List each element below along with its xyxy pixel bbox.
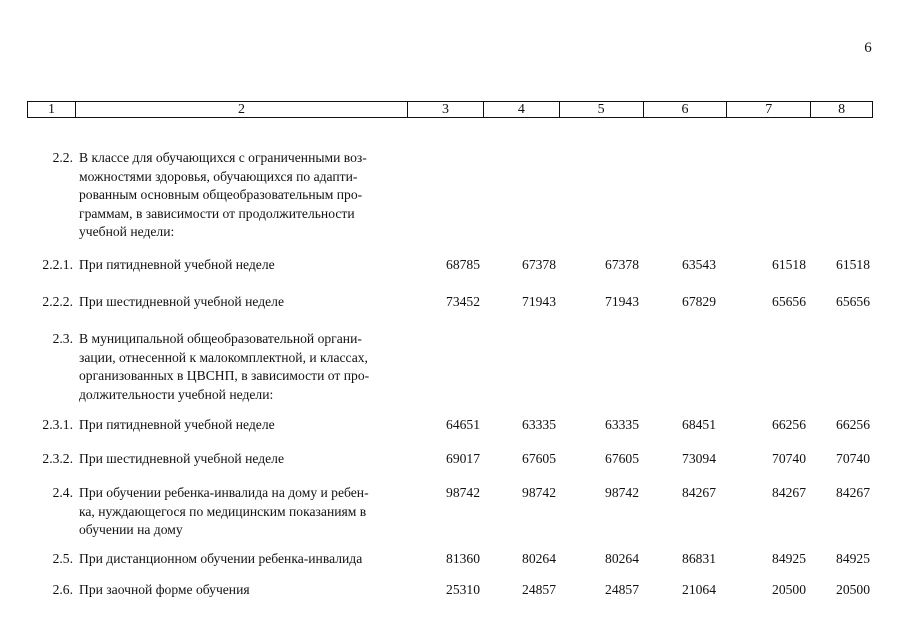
row-description: При заочной форме обучения	[79, 582, 250, 597]
value-col-8: 84925	[836, 551, 870, 566]
value-col-7: 70740	[772, 451, 806, 466]
value-col-8: 61518	[836, 257, 870, 272]
value-col-4: 98742	[522, 485, 556, 500]
row-number: 2.3.	[52, 331, 73, 346]
value-col-5: 24857	[605, 582, 639, 597]
row-description-line: можностями здоровья, обучающихся по адапти-	[79, 168, 358, 184]
page-number: 6	[864, 40, 872, 56]
row-description-line: граммам, в зависимости от продолжительности	[79, 205, 355, 221]
value-col-7: 20500	[772, 582, 806, 597]
value-col-8: 66256	[836, 417, 870, 432]
row-description-line: В классе для обучающихся с ограниченными воз-	[79, 150, 367, 165]
value-col-3: 98742	[446, 485, 480, 500]
value-col-6: 84267	[682, 485, 716, 500]
row-description-line: В муниципальной общеобразовательной органи-	[79, 331, 362, 346]
value-col-8: 70740	[836, 451, 870, 466]
row-description	[79, 330, 405, 404]
row-description-line: ка, нуждающегося по медицинским показаниям в	[79, 503, 367, 519]
row-description-line: зации, отнесенной к малокомплектной, и классах,	[79, 349, 368, 365]
value-col-6: 86831	[682, 551, 716, 566]
row-description-line: При обучении ребенка-инвалида на дому и ребен-	[79, 485, 369, 500]
value-col-6: 68451	[682, 417, 716, 432]
value-col-4: 67605	[522, 451, 556, 466]
row-number: 2.6.	[52, 582, 73, 597]
value-col-5: 80264	[605, 551, 639, 566]
row-description	[79, 484, 405, 540]
row-description: При дистанционном обучении ребенка-инвалида	[79, 551, 363, 566]
row-number: 2.3.2.	[42, 451, 73, 466]
column-header-5: 5	[560, 102, 644, 117]
value-col-7: 65656	[772, 294, 806, 309]
row-description	[79, 149, 405, 242]
column-header-row	[27, 101, 873, 118]
value-col-5: 67605	[605, 451, 639, 466]
value-col-7: 84925	[772, 551, 806, 566]
row-description: При шестидневной учебной неделе	[79, 451, 284, 466]
row-number: 2.4.	[52, 485, 73, 500]
value-col-3: 81360	[446, 551, 480, 566]
column-header-2: 2	[76, 102, 408, 117]
value-col-6: 73094	[682, 451, 716, 466]
row-description: При пятидневной учебной неделе	[79, 257, 275, 272]
row-description-line: должительности учебной недели:	[79, 386, 274, 402]
value-col-4: 80264	[522, 551, 556, 566]
value-col-3: 68785	[446, 257, 480, 272]
value-col-6: 67829	[682, 294, 716, 309]
value-col-8: 65656	[836, 294, 870, 309]
value-col-6: 63543	[682, 257, 716, 272]
value-col-8: 84267	[836, 485, 870, 500]
column-header-3: 3	[408, 102, 484, 117]
column-header-1: 1	[28, 102, 76, 117]
row-description: При шестидневной учебной неделе	[79, 294, 284, 309]
column-header-8: 8	[838, 102, 846, 117]
value-col-3: 25310	[446, 582, 480, 597]
value-col-5: 71943	[605, 294, 639, 309]
value-col-4: 63335	[522, 417, 556, 432]
value-col-7: 66256	[772, 417, 806, 432]
row-description-line: обучении на дому	[79, 522, 183, 537]
row-number: 2.2.	[52, 150, 73, 165]
column-header-7: 7	[727, 102, 811, 117]
row-description-line: учебной недели:	[79, 224, 175, 239]
row-description-line: рованным основным общеобразовательным про-	[79, 187, 363, 202]
row-description-line: организованных в ЦВСНП, в зависимости от про-	[79, 368, 370, 383]
value-col-4: 67378	[522, 257, 556, 272]
row-number: 2.2.2.	[42, 294, 73, 309]
column-header-6: 6	[644, 102, 728, 117]
value-col-7: 61518	[772, 257, 806, 272]
value-col-7: 84267	[772, 485, 806, 500]
value-col-5: 98742	[605, 485, 639, 500]
row-number: 2.5.	[52, 551, 73, 566]
value-col-5: 67378	[605, 257, 639, 272]
value-col-4: 71943	[522, 294, 556, 309]
row-number: 2.3.1.	[42, 417, 73, 432]
value-col-4: 24857	[522, 582, 556, 597]
value-col-8: 20500	[836, 582, 870, 597]
value-col-3: 73452	[446, 294, 480, 309]
value-col-3: 64651	[446, 417, 480, 432]
value-col-3: 69017	[446, 451, 480, 466]
row-number: 2.2.1.	[42, 257, 73, 272]
row-description: При пятидневной учебной неделе	[79, 417, 275, 432]
column-header-4: 4	[484, 102, 560, 117]
value-col-6: 21064	[682, 582, 716, 597]
value-col-5: 63335	[605, 417, 639, 432]
